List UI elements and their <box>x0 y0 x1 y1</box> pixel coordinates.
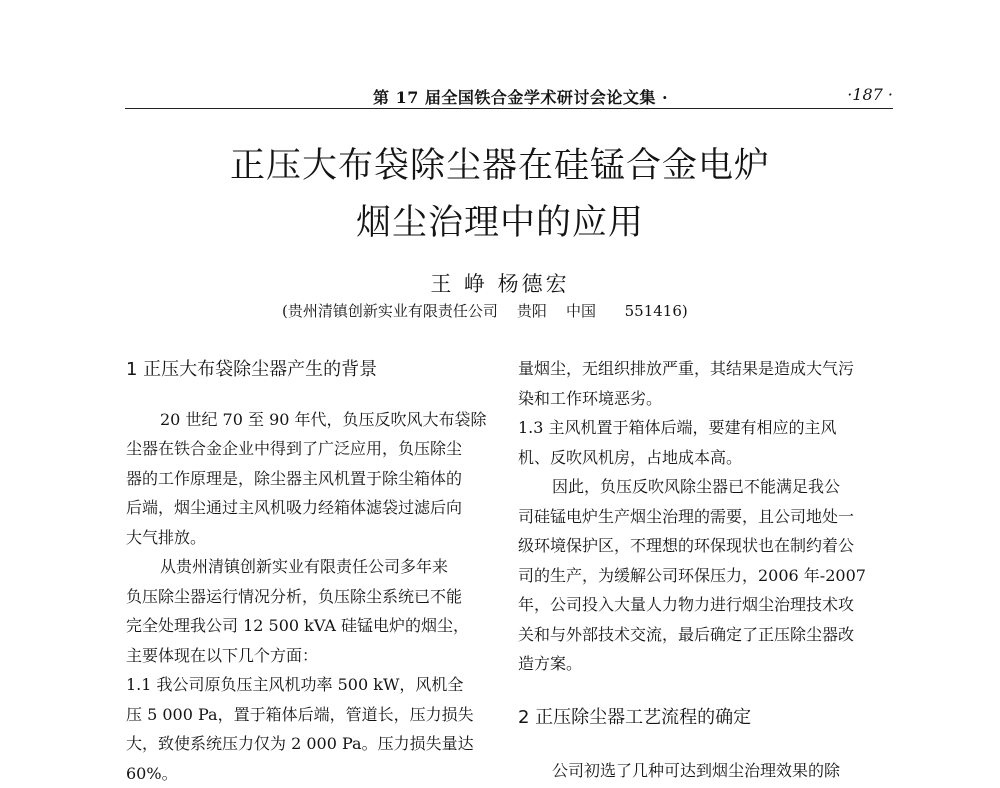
text-line: 关和与外部技术交流，最后确定了正压除尘器改 <box>518 620 896 650</box>
text-line: 因此，负压反吹风除尘器已不能满足我公 <box>518 472 896 502</box>
text-line: 司硅锰电炉生产烟尘治理的需要，且公司地处一 <box>518 502 896 532</box>
text-line: 1.3 主风机置于箱体后端，要建有相应的主风 <box>518 413 896 443</box>
text-line: 60%。 <box>126 759 498 788</box>
paper-title-line-1: 正压大布袋除尘器在硅锰合金电炉 <box>0 138 1000 188</box>
authors: 王 峥 杨德宏 <box>0 268 1000 298</box>
text-line: 量烟尘，无组织排放严重，其结果是造成大气污 <box>518 354 896 384</box>
text-line: 染和工作环境恶劣。 <box>518 384 896 414</box>
section-heading-2: 2 正压除尘器工艺流程的确定 <box>518 703 896 733</box>
text-line: 器的工作原理是，除尘器主风机置于除尘箱体的 <box>126 464 498 494</box>
text-line: 负压除尘器运行情况分析，负压除尘系统已不能 <box>126 582 498 612</box>
text-line: 1.1 我公司原负压主风机功率 500 kW，风机全 <box>126 670 498 700</box>
text-line: 从贵州清镇创新实业有限责任公司多年来 <box>126 552 498 582</box>
page-number: ·187 · <box>847 85 893 104</box>
text-line: 尘器在铁合金企业中得到了广泛应用，负压除尘 <box>126 434 498 464</box>
text-line: 大，致使系统压力仅为 2 000 Pa。压力损失量达 <box>126 729 498 759</box>
affiliation: (贵州清镇创新实业有限责任公司 贵阳 中国 551416) <box>282 300 688 321</box>
text-line: 级环境保护区，不理想的环保现状也在制约着公 <box>518 531 896 561</box>
text-line: 压 5 000 Pa，置于箱体后端，管道长，压力损失 <box>126 700 498 730</box>
section-heading-1: 1 正压大布袋除尘器产生的背景 <box>126 355 498 385</box>
text-line: 公司初选了几种可达到烟尘治理效果的除 <box>518 756 896 786</box>
text-line: 完全处理我公司 12 500 kVA 硅锰电炉的烟尘， <box>126 611 498 641</box>
running-header <box>125 82 893 109</box>
left-column <box>126 355 498 788</box>
text-line: 造方案。 <box>518 649 896 679</box>
paper-title-line-2: 烟尘治理中的应用 <box>0 195 1000 245</box>
right-column <box>518 354 896 786</box>
text-line: 后端，烟尘通过主风机吸力经箱体滤袋过滤后向 <box>126 493 498 523</box>
text-line: 大气排放。 <box>126 523 498 553</box>
text-line: 主要体现在以下几个方面： <box>126 641 498 671</box>
text-line: 司的生产，为缓解公司环保压力，2006 年-2007 <box>518 561 896 591</box>
journal-title: 第 17 届全国铁合金学术研讨会论文集 · <box>373 85 668 108</box>
text-line: 年，公司投入大量人力物力进行烟尘治理技术攻 <box>518 590 896 620</box>
text-line: 20 世纪 70 至 90 年代，负压反吹风大布袋除 <box>126 405 498 435</box>
text-line: 机、反吹风机房，占地成本高。 <box>518 443 896 473</box>
